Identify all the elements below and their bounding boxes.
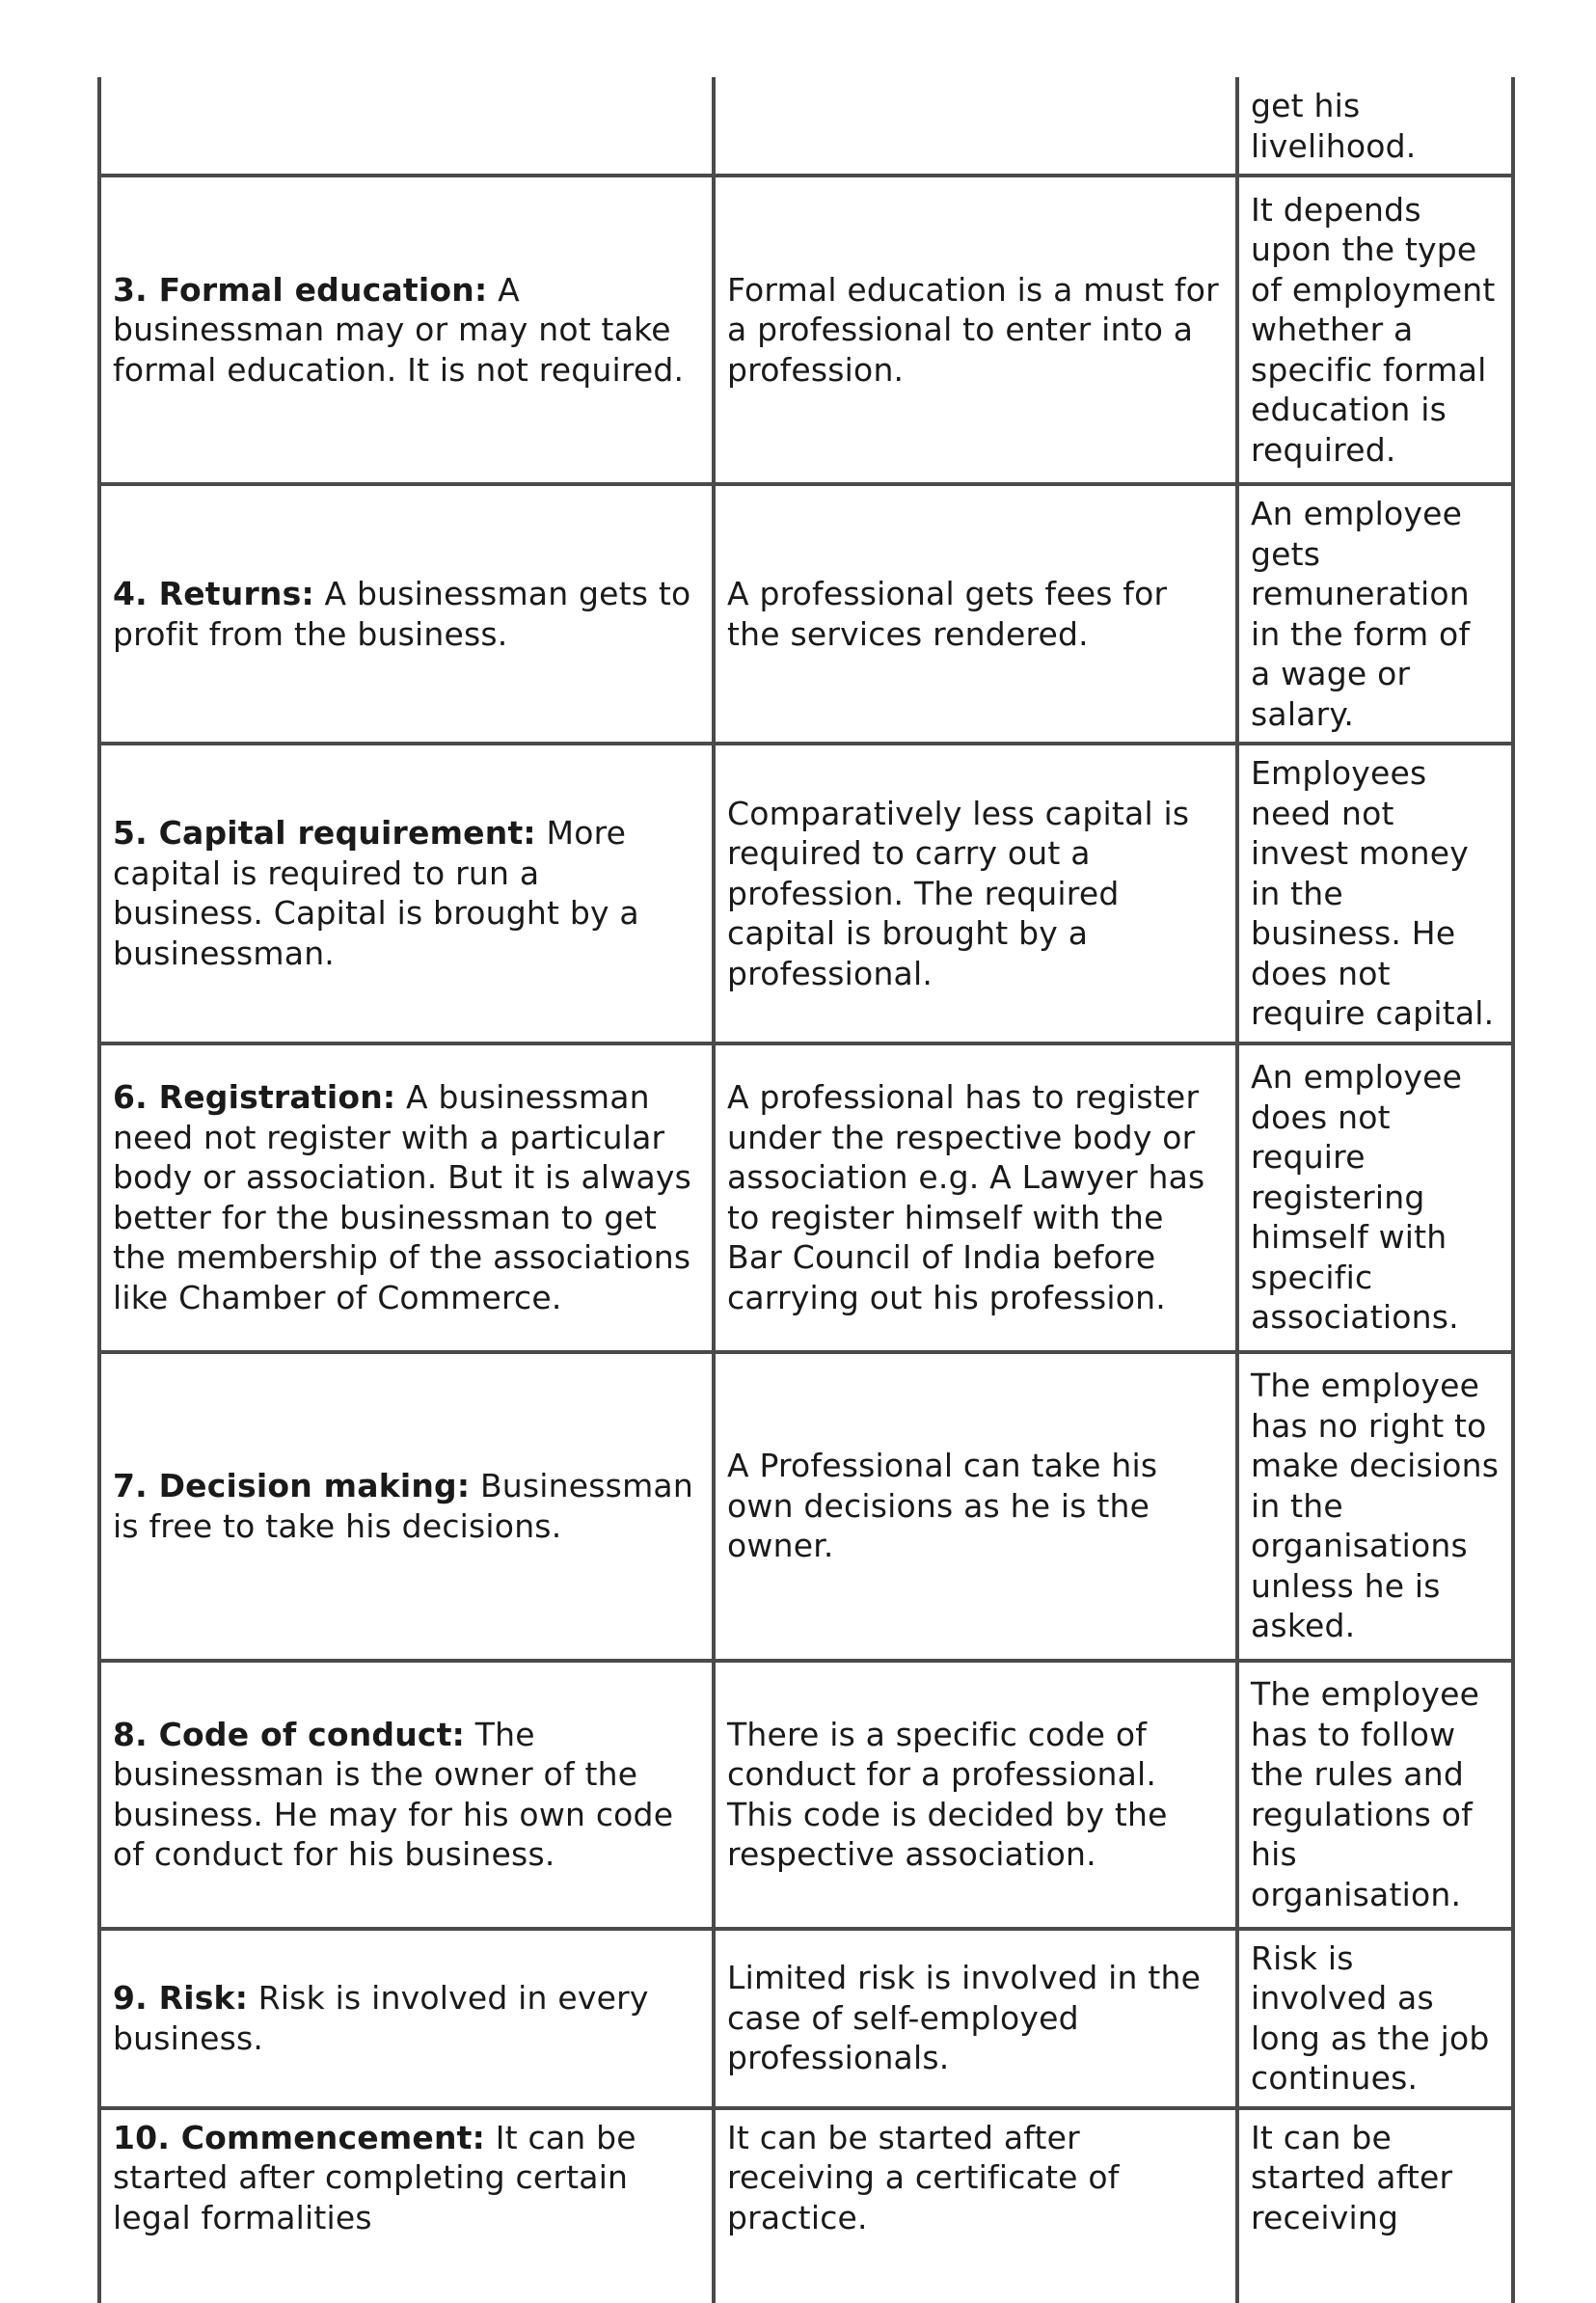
criterion-heading: 5. Capital requirement: bbox=[113, 814, 536, 853]
criterion-heading: 7. Decision making: bbox=[113, 1467, 471, 1504]
business-cell bbox=[99, 484, 714, 744]
comparison-table bbox=[97, 77, 1515, 2303]
business-text: A businessman gets to profit from the business. bbox=[113, 575, 691, 653]
profession-cell: There is a specific code of conduct for a professional. This code is decided by the respective association. bbox=[714, 1661, 1237, 1929]
table-row-continued bbox=[99, 77, 1513, 176]
employment-cell: It depends upon the type of employment whether a specific formal education is required. bbox=[1237, 176, 1513, 484]
business-cell bbox=[99, 744, 714, 1043]
table-row-formal-education bbox=[99, 176, 1513, 484]
table-row-commencement bbox=[99, 2108, 1513, 2303]
profession-cell: It can be started after receiving a certificate of practice. bbox=[714, 2108, 1237, 2303]
employment-cell: The employee has no right to make decisions in the organisations unless he is asked. bbox=[1237, 1352, 1513, 1661]
employment-cell: Risk is involved as long as the job continues. bbox=[1237, 1929, 1513, 2108]
criterion-heading: 10. Commencement: bbox=[113, 2118, 486, 2156]
business-text: More capital is required to run a business. Capital is brought by a businessman. bbox=[113, 814, 639, 972]
employment-cell: It can be started after receiving bbox=[1237, 2108, 1513, 2303]
employment-cell: Employees need not invest money in the business. He does not require capital. bbox=[1237, 744, 1513, 1043]
employment-cell: get his livelihood. bbox=[1237, 77, 1513, 176]
business-text: It can be started after completing certain legal formalities bbox=[113, 2118, 636, 2236]
employment-cell: The employee has to follow the rules and regulations of his organisation. bbox=[1237, 1661, 1513, 1929]
business-text: A businessman may or may not take formal education. It is not required. bbox=[113, 270, 685, 389]
table-row-risk bbox=[99, 1929, 1513, 2108]
business-cell bbox=[99, 1043, 714, 1352]
business-text: Businessman is free to take his decisions. bbox=[113, 1467, 693, 1545]
table-row-capital-requirement bbox=[99, 744, 1513, 1043]
employment-cell: An employee gets remuneration in the form of a wage or salary. bbox=[1237, 484, 1513, 744]
profession-cell: A professional has to register under the respective body or association e.g. A Lawyer has to register himself with the Bar Council of India before carrying out his profession. bbox=[714, 1043, 1237, 1352]
table-row-decision-making bbox=[99, 1352, 1513, 1661]
business-cell bbox=[99, 2108, 714, 2303]
profession-cell: A Professional can take his own decisions as he is the owner. bbox=[714, 1352, 1237, 1661]
business-cell bbox=[99, 1352, 714, 1661]
criterion-heading: 6. Registration: bbox=[113, 1078, 396, 1116]
profession-cell: A professional gets fees for the services rendered. bbox=[714, 484, 1237, 744]
criterion-heading: 3. Formal education: bbox=[113, 270, 488, 309]
criterion-heading: 4. Returns: bbox=[113, 575, 314, 612]
business-cell bbox=[99, 1929, 714, 2108]
business-cell bbox=[99, 1661, 714, 1929]
table-row-returns bbox=[99, 484, 1513, 744]
business-cell bbox=[99, 77, 714, 176]
profession-cell: Formal education is a must for a professional to enter into a profession. bbox=[714, 176, 1237, 484]
profession-cell: Limited risk is involved in the case of self-employed professionals. bbox=[714, 1929, 1237, 2108]
employment-cell: An employee does not require registering himself with specific associations. bbox=[1237, 1043, 1513, 1352]
profession-cell: Comparatively less capital is required to carry out a profession. The required capital is brought by a professional. bbox=[714, 744, 1237, 1043]
business-text: The businessman is the owner of the business. He may for his own code of conduct for his business. bbox=[113, 1715, 674, 1873]
table-row-code-of-conduct bbox=[99, 1661, 1513, 1929]
business-text: A businessman need not register with a particular body or association. But it is always better for the businessman to get the membership of the associations like Chamber of Commerce. bbox=[113, 1078, 692, 1316]
table-row-registration bbox=[99, 1043, 1513, 1352]
business-text: Risk is involved in every business. bbox=[113, 1979, 649, 2057]
criterion-heading: 8. Code of conduct: bbox=[113, 1715, 466, 1753]
criterion-heading: 9. Risk: bbox=[113, 1979, 249, 2017]
business-cell bbox=[99, 176, 714, 484]
profession-cell bbox=[714, 77, 1237, 176]
